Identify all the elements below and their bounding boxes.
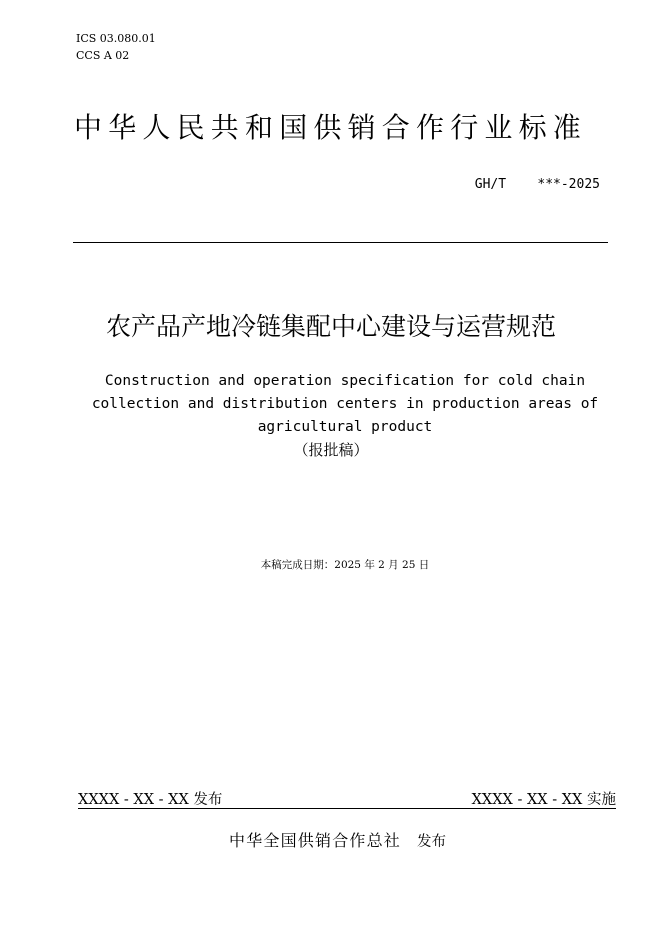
document-title-cn: 农产品产地冷链集配中心建设与运营规范 (105, 312, 556, 341)
implement-date: XXXX - XX - XX 实施 (471, 792, 616, 808)
ccs-code: CCS A 02 (76, 49, 130, 62)
document-title-en: Construction and operation specification for cold chain collection and distribution centers in production areas of agricultural product (91, 373, 599, 435)
publish-date: XXXX - XX - XX 发布 (78, 792, 223, 808)
issuer-verb: 发布 (417, 834, 447, 850)
industry-standard-title: 中华人民共和国供销合作行业标准 (74, 111, 588, 144)
draft-status: （报批稿） (293, 441, 369, 459)
completion-date: 本稿完成日期：2025 年 2 月 25 日 (260, 559, 430, 571)
header-divider (73, 242, 608, 243)
standard-number: GH/T ***-2025 (474, 177, 600, 192)
footer-divider (78, 808, 616, 809)
issuer-organization: 中华全国供销合作总社 (229, 831, 402, 850)
ics-code: ICS 03.080.01 (76, 32, 156, 45)
issuer-line (229, 830, 446, 853)
